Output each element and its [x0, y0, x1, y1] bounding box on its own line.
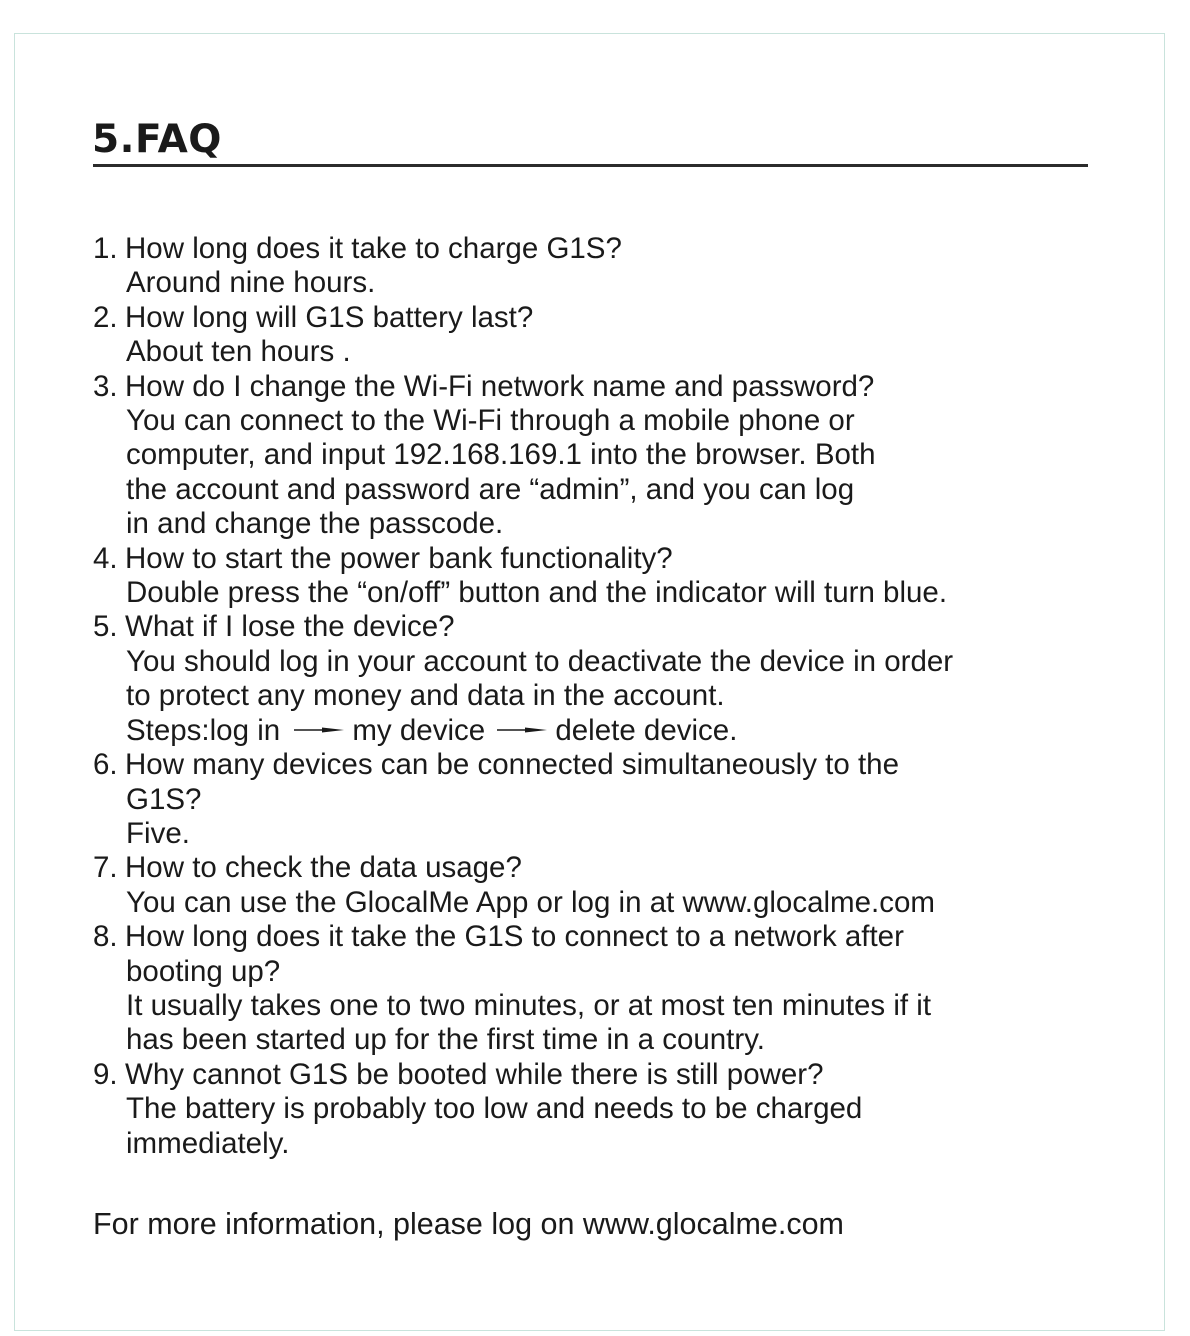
- faq-question: [93, 920, 1083, 954]
- step-label: Steps:log in: [126, 713, 281, 747]
- faq-question: [93, 232, 1083, 266]
- faq-question-continued: booting up?: [126, 954, 281, 988]
- faq-number: 1.: [93, 232, 118, 265]
- faq-item-1: [93, 232, 1083, 301]
- faq-answer-line: to protect any money and data in the account.: [126, 679, 725, 713]
- faq-steps: [93, 714, 1083, 748]
- faq-question: [93, 370, 1083, 404]
- faq-answer: Double press the “on/off” button and the indicator will turn blue.: [126, 576, 948, 610]
- step-my-device: my device: [352, 713, 486, 747]
- faq-answer-line: You can connect to the Wi-Fi through a mobile phone or: [126, 404, 855, 438]
- faq-number: 4.: [93, 541, 118, 575]
- faq-number: 3.: [93, 369, 118, 403]
- faq-question-text: How many devices can be connected simultaneously to the: [125, 748, 899, 782]
- faq-question-text: How long does it take the G1S to connect to a network after: [125, 920, 904, 954]
- faq-answer: You can use the GlocalMe App or log in at www.glocalme.com: [126, 885, 935, 919]
- faq-number: 9.: [93, 1057, 118, 1091]
- faq-question-text: Why cannot G1S be booted while there is still power?: [125, 1057, 824, 1091]
- step-delete-device: delete device.: [555, 713, 738, 747]
- faq-number: 6.: [93, 748, 118, 782]
- faq-question: [93, 301, 1083, 335]
- faq-number: 5.: [93, 610, 118, 644]
- faq-number: 8.: [93, 920, 118, 954]
- section-heading: 5.FAQ: [92, 117, 222, 162]
- faq-question: [93, 610, 1083, 644]
- arrow-right-icon: [294, 723, 346, 737]
- faq-answer: Five.: [126, 816, 190, 850]
- faq-question-continued: G1S?: [126, 782, 202, 816]
- faq-answer-line: computer, and input 192.168.169.1 into the browser. Both: [126, 438, 876, 472]
- faq-question-text: How to start the power bank functionality?: [125, 541, 673, 575]
- faq-question-text: How do I change the Wi-Fi network name and password?: [125, 369, 875, 403]
- faq-number: 2.: [93, 300, 118, 334]
- faq-answer-line: You should log in your account to deactivate the device in order: [126, 644, 954, 678]
- faq-answer-line: the account and password are “admin”, and you can log: [126, 472, 855, 506]
- faq-answer-line: has been started up for the first time in a country.: [126, 1023, 765, 1057]
- faq-item-4: [93, 542, 1083, 611]
- arrow-right-icon: [497, 723, 549, 737]
- faq-item-5: [93, 610, 1083, 748]
- faq-answer: Around nine hours.: [126, 266, 376, 300]
- faq-answer: About ten hours .: [126, 335, 351, 369]
- faq-question: [93, 851, 1083, 885]
- faq-answer-line: immediately.: [126, 1126, 290, 1160]
- faq-item-3: [93, 370, 1083, 542]
- faq-item-7: [93, 851, 1083, 920]
- faq-item-9: [93, 1058, 1083, 1161]
- footer-note: For more information, please log on www.glocalme.com: [93, 1207, 844, 1241]
- faq-question-text: How to check the data usage?: [125, 851, 522, 885]
- faq-question-text: How long does it take to charge G1S?: [125, 232, 622, 265]
- faq-question-text: How long will G1S battery last?: [125, 300, 534, 334]
- faq-answer-line: It usually takes one to two minutes, or at most ten minutes if it: [126, 988, 932, 1022]
- faq-item-8: [93, 920, 1083, 1058]
- faq-number: 7.: [93, 851, 118, 885]
- faq-item-2: [93, 301, 1083, 370]
- faq-question-text: What if I lose the device?: [125, 610, 455, 644]
- faq-question: [93, 748, 1083, 782]
- faq-answer-line: The battery is probably too low and needs to be charged: [126, 1092, 863, 1126]
- faq-answer-line: in and change the passcode.: [126, 507, 504, 541]
- heading-underline: [93, 164, 1088, 167]
- faq-question: [93, 1058, 1083, 1092]
- faq-question: [93, 542, 1083, 576]
- faq-item-6: [93, 748, 1083, 851]
- faq-list: [93, 232, 1083, 1161]
